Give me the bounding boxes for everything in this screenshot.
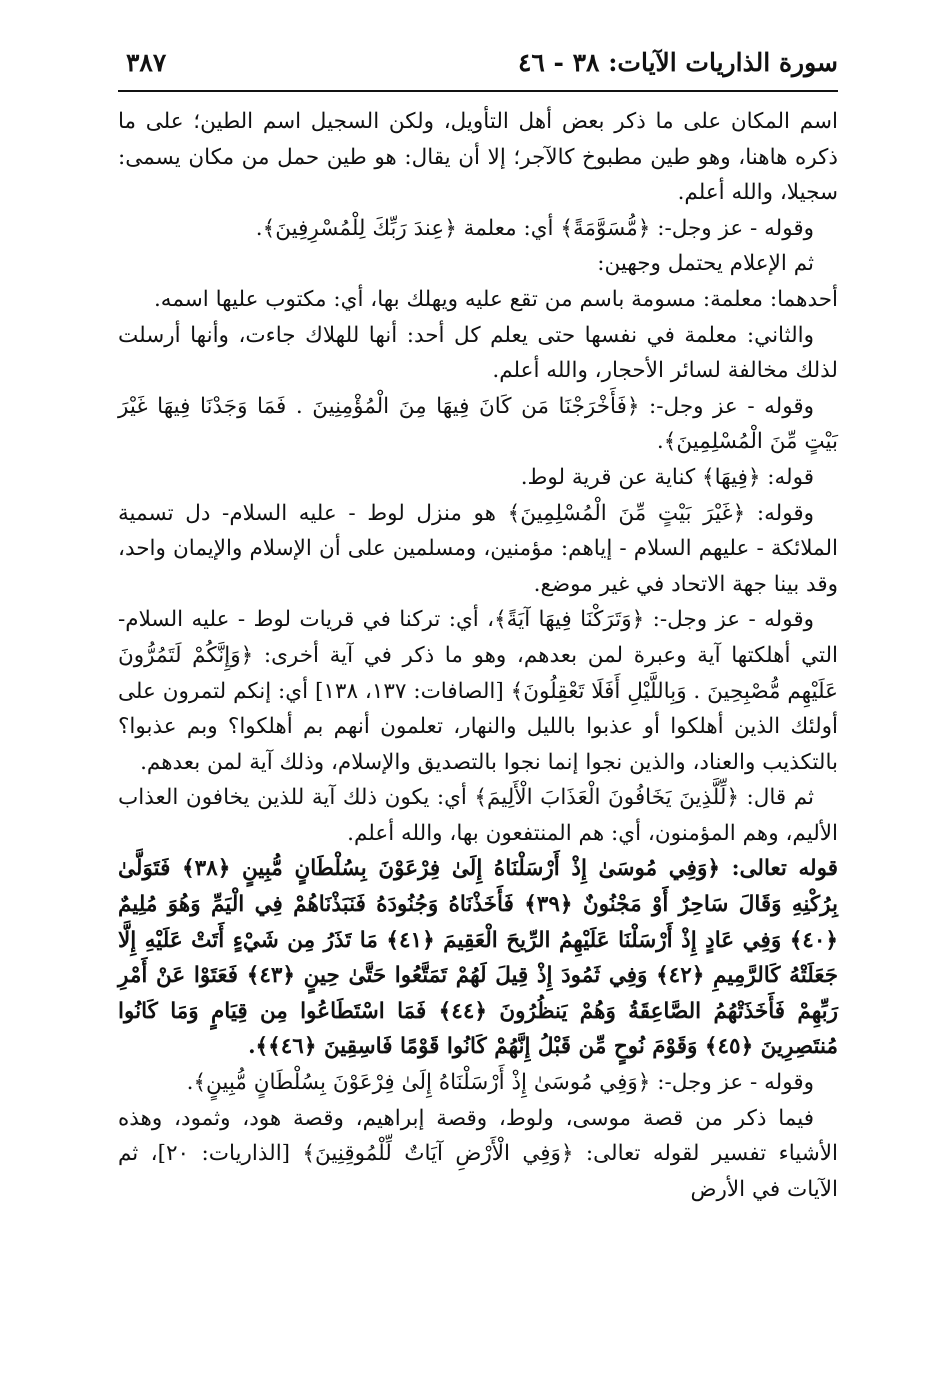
verse-lead-label: قوله تعالى:: [731, 856, 838, 882]
paragraph: وقوله - عز وجل-: ﴿وَفِي مُوسَىٰ إِذْ أَرْسَلْنَاهُ إِلَىٰ فِرْعَوْنَ بِسُلْطَانٍ مُّبِينٍ﴾.: [186, 1070, 814, 1096]
page-header: [118, 44, 838, 92]
paragraph: فيما ذكر من قصة موسى، ولوط، وقصة إبراهيم، وقصة هود، وثمود، وهذه الأشياء تفسير لقوله تعالى: ﴿وَفِي الْأَرْضِ آيَاتٌ لِّلْمُوقِنِينَ﴾ [الذاريات: ٢٠]، ثم الآيات في الأرض: [118, 1105, 838, 1202]
paragraph: قوله: ﴿فِيهَا﴾ كناية عن قرية لوط.: [520, 464, 814, 490]
paragraph: ثم قال: ﴿لِّلَّذِينَ يَخَافُونَ الْعَذَابَ الْأَلِيمَ﴾ أي: يكون ذلك آية للذين يخافون العذاب الأليم، وهم المؤمنون، أي: هم المنتفعون بها، والله أعلم.: [118, 785, 838, 846]
paragraph: ثم الإعلام يحتمل وجهين:: [597, 251, 814, 277]
page-number: ٣٨٧: [126, 48, 167, 77]
quran-verse-block: [118, 851, 838, 1065]
paragraph: أحدهما: معلمة: مسومة باسم من تقع عليه ويهلك بها، أي: مكتوب عليها اسمه.: [153, 286, 838, 312]
paragraph: وقوله - عز وجل-: ﴿مُّسَوَّمَةً﴾ أي: معلمة ﴿عِندَ رَبِّكَ لِلْمُسْرِفِينَ﴾.: [255, 215, 814, 241]
paragraph: وقوله: ﴿غَيْرَ بَيْتٍ مِّنَ الْمُسْلِمِينَ﴾ هو منزل لوط - عليه السلام- دل تسمية الملائكة - عليهم السلام - إياهم: مؤمنين، ومسلمين على أن الإسلام والإيمان واحد، وقد بينا جهة الاتحاد في غير موضع.: [118, 500, 838, 597]
running-title: سورة الذاريات الآيات: ٣٨ - ٤٦: [517, 48, 838, 77]
paragraph: اسم المكان على ما ذكر بعض أهل التأويل، ولكن السجيل اسم الطين؛ على ما ذكره هاهنا، وهو طين مطبوخ كالآجر؛ إلا أن يقال: هو طين حمل من مكان يسمى: سجيلا، والله أعلم.: [118, 109, 838, 206]
paragraph: وقوله - عز وجل-: ﴿فَأَخْرَجْنَا مَن كَانَ فِيهَا مِنَ الْمُؤْمِنِينَ . فَمَا وَجَدْنَا فِيهَا غَيْرَ بَيْتٍ مِّنَ الْمُسْلِمِينَ﴾.: [118, 393, 838, 455]
paragraph: والثاني: معلمة في نفسها حتى يعلم كل أحد: أنها للهلاك جاءت، وأنها أرسلت لذلك مخالفة لسائر الأحجار، والله أعلم.: [118, 322, 838, 384]
paragraph: وقوله - عز وجل-: ﴿وَتَرَكْنَا فِيهَا آيَةً﴾، أي: تركنا في قريات لوط - عليه السلام- التي أهلكتها آية وعبرة لمن بعدهم، وهو ما ذكر في آية أخرى: ﴿وَإِنَّكُمْ لَتَمُرُّونَ عَلَيْهِم مُّصْبِحِينَ . وَبِاللَّيْلِ أَفَلَا تَعْقِلُونَ﴾ [الصافات: ١٣٧، ١٣٨] أي: إنكم لتمرون على أولئك الذين أهلكوا أو عذبوا بالليل والنهار، تعلمون أنهم بم أهلكوا؟ وبم عذبوا؟ بالتكذيب والعناد، والذين نجوا إنما نجوا بالتصديق والإسلام، وذلك آية لمن بعدهم.: [118, 607, 838, 775]
verse-text: ﴿وَفِي مُوسَىٰ إِذْ أَرْسَلْنَاهُ إِلَىٰ فِرْعَوْنَ بِسُلْطَانٍ مُّبِينٍ ﴿٣٨﴾ فَتَوَلَّىٰ بِرُكْنِهِ وَقَالَ سَاحِرٌ أَوْ مَجْنُونٌ ﴿٣٩﴾ فَأَخَذْنَاهُ وَجُنُودَهُ فَنَبَذْنَاهُمْ فِي الْيَمِّ وَهُوَ مُلِيمٌ ﴿٤٠﴾ وَفِي عَادٍ إِذْ أَرْسَلْنَا عَلَيْهِمُ الرِّيحَ الْعَقِيمَ ﴿٤١﴾ مَا تَذَرُ مِن شَيْءٍ أَتَتْ عَلَيْهِ إِلَّا جَعَلَتْهُ كَالرَّمِيمِ ﴿٤٢﴾ وَفِي ثَمُودَ إِذْ قِيلَ لَهُمْ تَمَتَّعُوا حَتَّىٰ حِينٍ ﴿٤٣﴾ فَعَتَوْا عَنْ أَمْرِ رَبِّهِمْ فَأَخَذَتْهُمُ الصَّاعِقَةُ وَهُمْ يَنظُرُونَ ﴿٤٤﴾ فَمَا اسْتَطَاعُوا مِن قِيَامٍ وَمَا كَانُوا مُنتَصِرِينَ ﴿٤٥﴾ وَقَوْمَ نُوحٍ مِّن قَبْلُ إِنَّهُمْ كَانُوا قَوْمًا فَاسِقِينَ ﴿٤٦﴾﴾.: [118, 856, 839, 1060]
page-body: [118, 104, 838, 1207]
